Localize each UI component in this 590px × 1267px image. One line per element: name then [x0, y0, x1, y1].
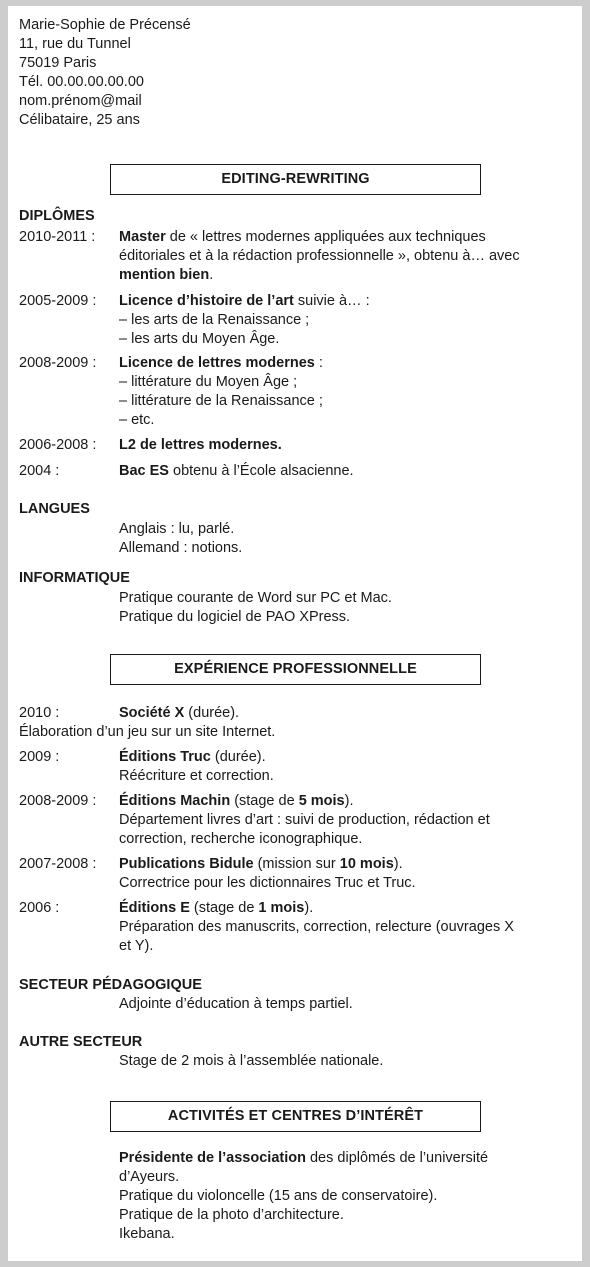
bold-text: Éditions Truc [119, 749, 211, 765]
entry-date: 2010 : [19, 705, 60, 721]
bold-text: Licence de lettres modernes [119, 355, 315, 371]
entry-date: 2010-2011 : [19, 229, 96, 245]
bold-text: mention bien [119, 267, 210, 283]
text-line [119, 899, 569, 918]
text-run: – etc. [119, 412, 155, 428]
entry-desc [119, 855, 569, 893]
entry-desc [119, 899, 569, 956]
bold-text: L2 de lettres modernes. [119, 437, 282, 453]
text-run: – les arts du Moyen Âge. [119, 331, 280, 347]
text-run: Pratique de la photo d’architecture. [119, 1207, 344, 1223]
text-line [119, 937, 569, 956]
entry-date: 2008-2009 : [19, 793, 97, 809]
text-run: suivie à… : [293, 293, 370, 309]
text-run: d’Ayeurs. [119, 1169, 180, 1185]
autre-secteur-line: Stage de 2 mois à l’assemblée nationale. [119, 1053, 384, 1069]
text-line [119, 411, 569, 430]
bold-text: Éditions Machin [119, 793, 231, 809]
text-run: ). [393, 856, 403, 872]
text-run: Préparation des manuscrits, correction, relecture (ouvrages X [119, 919, 514, 935]
entry-date: 2004 : [19, 463, 60, 479]
entry-date: 2006-2008 : [19, 437, 97, 453]
contact-email: nom.prénom@mail [19, 93, 142, 109]
text-line [119, 436, 569, 455]
bold-text: Éditions E [119, 900, 190, 916]
bold-text: 1 mois [258, 900, 305, 916]
entry-date: 2005-2009 : [19, 293, 97, 309]
text-line [119, 1206, 569, 1225]
text-run: : [314, 355, 323, 371]
contact-block [19, 16, 191, 130]
bold-text: 5 mois [298, 793, 345, 809]
contact-name: Marie-Sophie de Précensé [19, 17, 191, 33]
cv-page [8, 6, 582, 1261]
heading-autre-secteur: AUTRE SECTEUR [19, 1034, 143, 1050]
entry-desc [119, 462, 569, 481]
text-line [119, 874, 569, 893]
entry-date: 2009 : [19, 749, 60, 765]
text-line [119, 811, 569, 830]
entry-desc [119, 354, 569, 430]
text-line [119, 392, 569, 411]
text-line [119, 918, 569, 937]
text-run: obtenu à l’École alsacienne. [168, 463, 354, 479]
heading-diplomes: DIPLÔMES [19, 208, 95, 224]
text-run: – les arts de la Renaissance ; [119, 312, 310, 328]
text-line [119, 1225, 569, 1244]
text-line [119, 1168, 569, 1187]
contact-address: 11, rue du Tunnel [19, 36, 131, 52]
contact-phone: Tél. 00.00.00.00.00 [19, 74, 144, 90]
text-line [119, 266, 569, 285]
section-title-experience: EXPÉRIENCE PROFESSIONNELLE [110, 654, 481, 685]
secteur-pedagogique-line: Adjointe d’éducation à temps partiel. [119, 996, 353, 1012]
text-run: éditoriales et à la rédaction professionnelle », obtenu à… avec [119, 248, 520, 264]
text-line [119, 247, 569, 266]
langues-line: Anglais : lu, parlé. [119, 521, 235, 537]
text-line [119, 1187, 569, 1206]
entry-desc [119, 792, 569, 849]
section-title-editing: EDITING-REWRITING [110, 164, 481, 195]
text-line [119, 462, 569, 481]
entry-date: 2006 : [19, 900, 60, 916]
activities-block [119, 1149, 569, 1244]
text-run: Ikebana. [119, 1226, 175, 1242]
text-run: Correctrice pour les dictionnaires Truc et Truc. [119, 875, 416, 891]
text-run: Réécriture et correction. [119, 768, 274, 784]
heading-informatique: INFORMATIQUE [19, 570, 130, 586]
text-line [119, 330, 569, 349]
langues-block [119, 520, 242, 558]
heading-langues: LANGUES [19, 501, 90, 517]
text-run: Pratique du violoncelle (15 ans de conservatoire). [119, 1188, 438, 1204]
informatique-line: Pratique du logiciel de PAO XPress. [119, 609, 351, 625]
contact-city: 75019 Paris [19, 55, 97, 71]
text-line [119, 767, 569, 786]
bold-text: Master [119, 229, 166, 245]
text-run: (stage de [230, 793, 299, 809]
entry-date: 2008-2009 : [19, 355, 97, 371]
bold-text: Société X [119, 705, 185, 721]
bold-text: 10 mois [339, 856, 394, 872]
entry-desc [119, 748, 569, 786]
text-line [119, 704, 569, 723]
entry-desc [119, 704, 569, 723]
text-line [119, 311, 569, 330]
text-line [119, 1149, 569, 1168]
text-line [119, 354, 569, 373]
text-run: (durée). [184, 705, 240, 721]
text-run: correction, recherche iconographique. [119, 831, 363, 847]
text-run: Département livres d’art : suivi de production, rédaction et [119, 812, 490, 828]
informatique-block [119, 589, 392, 627]
text-run: – littérature du Moyen Âge ; [119, 374, 298, 390]
text-run: (stage de [189, 900, 259, 916]
text-run: ). [304, 900, 314, 916]
text-run: . [209, 267, 214, 283]
entry-desc [119, 292, 569, 349]
text-run: – littérature de la Renaissance ; [119, 393, 323, 409]
entry-desc [119, 436, 569, 455]
text-line [119, 292, 569, 311]
langues-line: Allemand : notions. [119, 540, 243, 556]
text-run: ). [344, 793, 354, 809]
bold-text: Bac ES [119, 463, 169, 479]
section-title-activities: ACTIVITÉS ET CENTRES D’INTÉRÊT [110, 1101, 481, 1132]
text-run: (durée). [210, 749, 266, 765]
bold-text: Publications Bidule [119, 856, 254, 872]
text-line [119, 855, 569, 874]
text-run: de « lettres modernes appliquées aux techniques [165, 229, 486, 245]
contact-status: Célibataire, 25 ans [19, 112, 140, 128]
experience-extra-line: Élaboration d’un jeu sur un site Internet. [19, 724, 276, 740]
entry-desc [119, 228, 569, 285]
text-line [119, 792, 569, 811]
autre-secteur-block [119, 1052, 383, 1071]
entry-date: 2007-2008 : [19, 856, 97, 872]
text-run: (mission sur [253, 856, 340, 872]
text-run: des diplômés de l’université [305, 1150, 489, 1166]
bold-text: Présidente de l’association [119, 1150, 306, 1166]
text-line [119, 748, 569, 767]
secteur-pedagogique-block [119, 995, 353, 1014]
informatique-line: Pratique courante de Word sur PC et Mac. [119, 590, 392, 606]
heading-secteur-pedagogique: SECTEUR PÉDAGOGIQUE [19, 977, 202, 993]
text-line [119, 830, 569, 849]
bold-text: Licence d’histoire de l’art [119, 293, 294, 309]
text-run: et Y). [119, 938, 154, 954]
text-line [119, 228, 569, 247]
text-line [119, 373, 569, 392]
